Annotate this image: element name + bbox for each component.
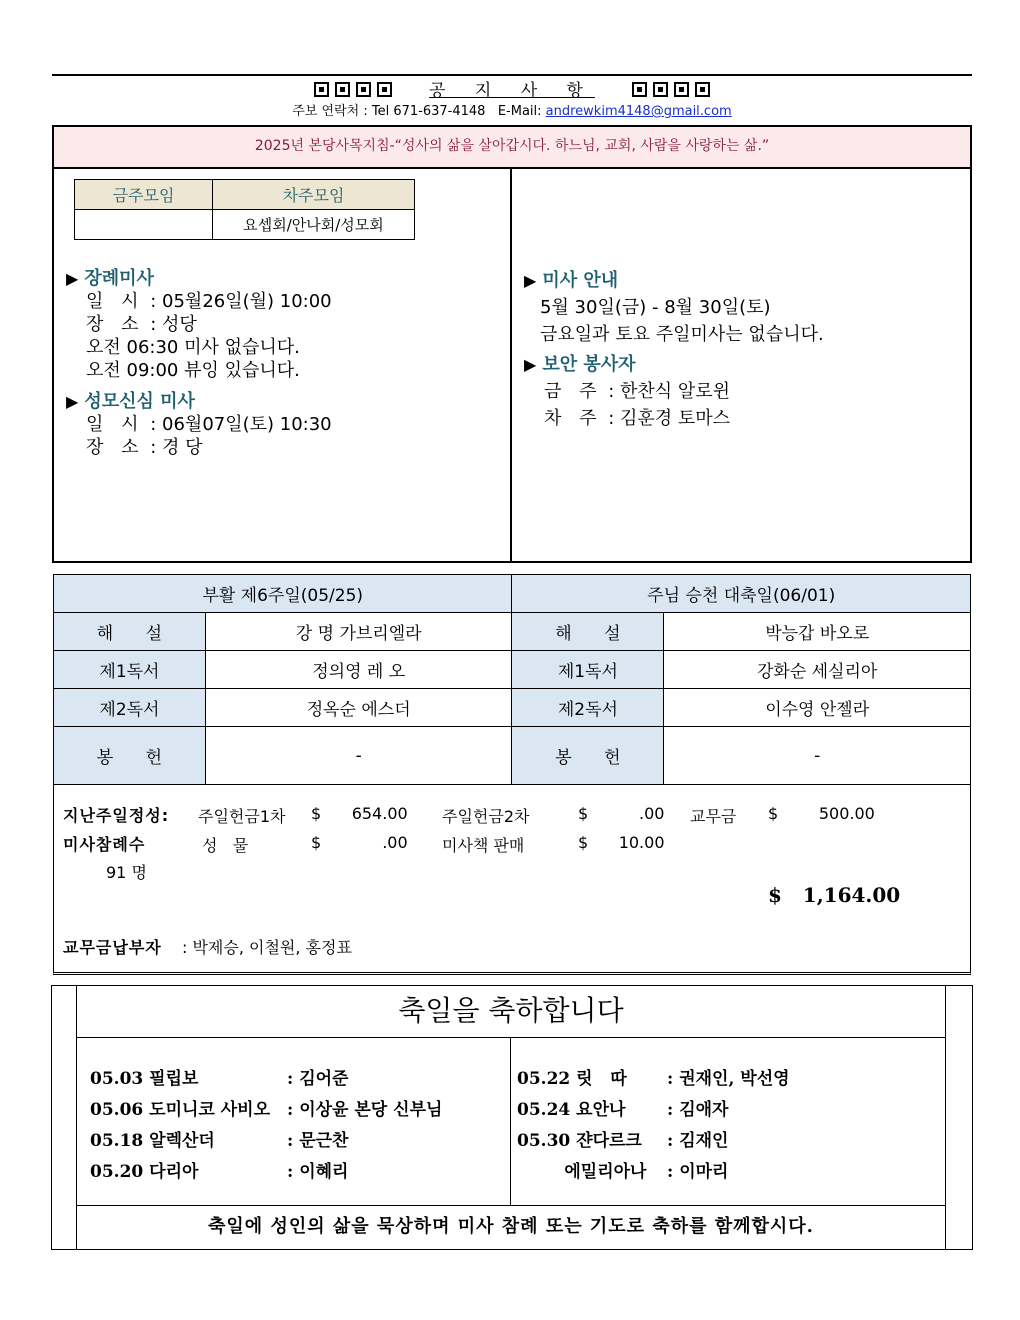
feast-footer: 축일에 성인의 삶을 묵상하며 미사 참례 또는 기도로 축하를 함께합시다.: [208, 1216, 814, 1237]
missal-amount: $ 10.00: [578, 833, 665, 852]
feast-saint: 05.30 쟌다르크: [517, 1131, 642, 1151]
feast-title: 축일을 축하합니다: [77, 986, 945, 1038]
role-label: 제2독서: [54, 689, 206, 727]
security-next-label: 차 주: [544, 408, 603, 429]
role-label: 해 설: [512, 613, 664, 651]
gift-amount: $ .00: [311, 833, 408, 852]
feast-name: : 이마리: [667, 1162, 729, 1182]
gift-label: 성 물: [202, 836, 249, 855]
square-icon: [674, 82, 689, 97]
role-label: 봉 헌: [512, 727, 664, 785]
parish-motto: 2025년 본당사목지침-“성사의 삶을 살아갑시다. 하느님, 교회, 사람을 사랑하는 삶.”: [54, 127, 970, 169]
funeral-title: 장례미사: [84, 268, 154, 289]
contact-line: [52, 100, 972, 119]
security-section: [524, 351, 730, 432]
square-icon: [377, 82, 392, 97]
arrow-right-icon: ▶: [524, 271, 537, 290]
security-title: 보안 봉사자: [542, 354, 636, 375]
role-label: 제1독서: [54, 651, 206, 689]
total-amount: $ 1,164.00: [768, 883, 901, 907]
table-row: [54, 727, 971, 785]
arrow-right-icon: ▶: [66, 392, 79, 411]
role-label: 봉 헌: [54, 727, 206, 785]
funeral-place-label: 장 소: [86, 314, 145, 335]
donors-list: : 박제승, 이철원, 홍정표: [182, 938, 352, 957]
missal-label: 미사책 판매: [442, 836, 525, 855]
feast-name: : 김어준: [287, 1069, 349, 1089]
funeral-note-2: 오전 09:00 뷰잉 있습니다.: [86, 360, 300, 381]
offering-label: 지난주일정성:: [63, 806, 170, 825]
lectors-table: [53, 574, 971, 785]
feast-left-column: [77, 1038, 511, 1205]
table-row: [54, 613, 971, 651]
second-collection-amount: $ .00: [578, 804, 665, 823]
right-name: 강화순 세실리아: [664, 651, 971, 689]
mass-info-line-2: 금요일과 토요 주일미사는 없습니다.: [540, 324, 824, 345]
notice-left-column: [54, 169, 512, 561]
notice-header: [52, 76, 972, 101]
square-icon: [632, 82, 647, 97]
attendance-count: 91 명: [106, 863, 147, 882]
marian-title: 성모신심 미사: [84, 391, 195, 412]
feast-name: : 이혜리: [287, 1162, 349, 1182]
notice-box: [52, 125, 972, 563]
feast-saint: 05.06 도미니코 사비오: [90, 1100, 271, 1120]
table-row: [54, 651, 971, 689]
marian-date: : 06월07일(토) 10:30: [150, 414, 332, 435]
role-label: 제1독서: [512, 651, 664, 689]
security-this-label: 금 주: [544, 381, 603, 402]
funeral-section: [66, 267, 332, 382]
next-week-meeting-header: 차주모임: [213, 180, 415, 210]
left-name: 강 명 가브리엘라: [205, 613, 512, 651]
feast-name: : 김애자: [667, 1100, 729, 1120]
marian-place: : 경 당: [150, 437, 203, 458]
role-label: 해 설: [54, 613, 206, 651]
diocese-label: 교무금: [690, 807, 737, 826]
square-icon: [356, 82, 371, 97]
first-collection-label: 주일헌금1차: [198, 807, 286, 826]
security-next-value: : 김훈경 토마스: [608, 408, 731, 429]
feast-saint: 05.03 필립보: [90, 1069, 199, 1089]
feast-saint: 에밀리아나: [517, 1162, 647, 1182]
meetings-table: [74, 179, 415, 240]
feast-saint: 05.24 요안나: [517, 1100, 626, 1120]
second-collection-label: 주일헌금2차: [442, 807, 530, 826]
left-name: -: [205, 727, 512, 785]
mass-info-section: [524, 267, 824, 348]
arrow-right-icon: ▶: [524, 355, 537, 374]
next-week-meeting-value: 요셉회/안나회/성모회: [213, 210, 415, 240]
arrow-right-icon: ▶: [66, 269, 79, 288]
square-icon: [653, 82, 668, 97]
feast-saint: 05.20 다리아: [90, 1162, 199, 1182]
feast-name: : 권재인, 박선영: [667, 1069, 790, 1089]
left-name: 정옥순 에스더: [205, 689, 512, 727]
funeral-date: : 05월26일(월) 10:00: [150, 291, 332, 312]
funeral-date-label: 일 시: [86, 291, 145, 312]
marian-date-label: 일 시: [86, 414, 145, 435]
this-week-meeting-header: 금주모임: [75, 180, 213, 210]
contact-prefix: 주보 연락처 : Tel 671-637-4148 E-Mail:: [292, 104, 546, 119]
square-icon: [695, 82, 710, 97]
attendance-label: 미사참례수: [63, 835, 146, 854]
donors-label: 교무금납부자: [63, 938, 162, 957]
marian-place-label: 장 소: [86, 437, 145, 458]
diocese-amount: $ 500.00: [768, 804, 875, 823]
mass-info-line-1: 5월 30일(금) - 8월 30일(토): [540, 297, 771, 318]
lectors-right-header: 주님 승천 대축일(06/01): [512, 575, 971, 613]
feast-box: [51, 985, 973, 1250]
mass-info-title: 미사 안내: [542, 270, 619, 291]
feast-name: : 문근찬: [287, 1131, 349, 1151]
funeral-place: : 성당: [150, 314, 197, 335]
this-week-meeting-value: [75, 210, 213, 240]
right-name: 박능갑 바오로: [664, 613, 971, 651]
table-row: [54, 689, 971, 727]
right-name: -: [664, 727, 971, 785]
marian-section: [66, 390, 332, 459]
right-name: 이수영 안젤라: [664, 689, 971, 727]
feast-saint: 05.18 알렉산더: [90, 1131, 215, 1151]
page-title: 공 지 사 항: [429, 81, 595, 101]
feast-right-column: [511, 1038, 945, 1205]
finance-section: [53, 785, 971, 975]
role-label: 제2독서: [512, 689, 664, 727]
funeral-note-1: 오전 06:30 미사 없습니다.: [86, 337, 300, 358]
lectors-left-header: 부활 제6주일(05/25): [54, 575, 512, 613]
email-link[interactable]: andrewkim4148@gmail.com: [545, 104, 732, 119]
first-collection-amount: $ 654.00: [311, 804, 408, 823]
square-icon: [335, 82, 350, 97]
square-icon: [314, 82, 329, 97]
feast-name: : 김재인: [667, 1131, 729, 1151]
feast-saint: 05.22 릿 따: [517, 1069, 627, 1089]
feast-name: : 이상윤 본당 신부님: [287, 1100, 443, 1120]
security-this-value: : 한찬식 알로윈: [608, 381, 731, 402]
notice-right-column: [512, 169, 970, 561]
left-name: 정의영 레 오: [205, 651, 512, 689]
